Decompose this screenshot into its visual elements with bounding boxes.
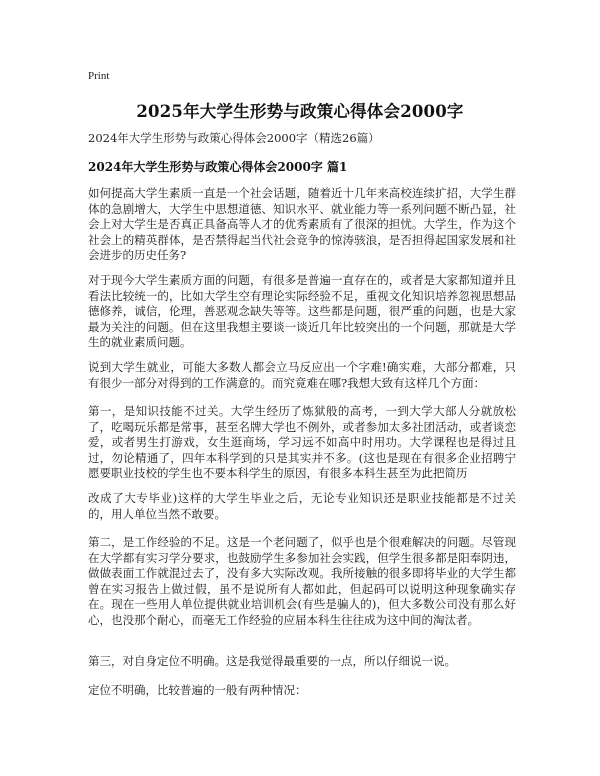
paragraph-positioning: 定位不明确，比较普遍的一般有两种情况： xyxy=(88,683,307,697)
paragraph-point-three: 第三，对自身定位不明确。这是我觉得最重要的一点，所以仔细说一说。 xyxy=(88,654,456,668)
section-heading: 2024年大学生形势与政策心得体会2000字 篇1 xyxy=(88,160,348,174)
paragraph-point-two: 第二，是工作经验的不足。这是一个老问题了，似乎也是个很难解决的问题。尽管现在大学都有实习学分要求，也鼓励学生多参加社会实践，但学生很多都是阳奉阴违，做做表面工作就混过去了，没有多大实际改观。我所接触的很多即将毕业的大学生都曾在实习报告上做过假，虽不是说所有人都如此，但起码可以说明这种现象确实存在。现在一些用人单位提供就业培训机会(有些是骗人的)，但大多数公司没有那么好心，也没那个耐心，而毫无工作经验的应届本科生往往成为这中间的淘汰者。 xyxy=(88,535,516,627)
print-label[interactable]: Print xyxy=(88,70,110,82)
paragraph-point-one-continued: 改成了大专毕业)这样的大学生毕业之后，无论专业知识还是职业技能都是不过关的，用人单位当然不敢要。 xyxy=(88,491,516,521)
page-title: 2025年大学生形势与政策心得体会2000字 xyxy=(136,102,464,121)
paragraph-point-one: 第一，是知识技能不过关。大学生经历了炼狱般的高考，一到大学大部人分就放松了，吃喝玩乐都是常事，甚至名牌大学也不例外，或者参加太多社团活动，或者谈恋爱，或者男生打游戏，女生逛商场，学习远不如高中时用功。大学课程也是得过且过，勿论精通了，四年本科学到的只是其实并不多。(这也是现在有很多企业招聘宁愿要职业技校的学生也不要本科学生的原因，有很多本科生甚至为此把简历 xyxy=(88,404,516,481)
paragraph-intro: 如何提高大学生素质一直是一个社会话题，随着近十几年来高校连续扩招，大学生群体的急剧增大，大学生中思想道德、知识水平、就业能力等一系列问题不断凸显，社会上对大学生是否真正具备高等人才的优秀素质有了很深的担忧。大学生，作为这个社会上的精英群体，是否禁得起当代社会竞争的惊涛骇浪，是否担得起国家发展和社会进步的历史任务? xyxy=(88,186,516,263)
paragraph-employment: 说到大学生就业，可能大多数人都会立马反应出一个字难!确实难，大部分都难，只有很少一部分对得到的工作满意的。而究竟难在哪?我想大致有这样几个方面： xyxy=(88,360,516,390)
document-subtitle: 2024年大学生形势与政策心得体会2000字（精选26篇） xyxy=(88,131,380,145)
paragraph-quality-issues: 对于现今大学生素质方面的问题，有很多是普遍一直存在的，或者是大家都知道并且看法比较统一的，比如大学生空有理论实际经验不足，重视文化知识培养忽视思想品德修养，诚信，伦理，善恶观念缺失等等。这些都是问题，很严重的问题，也是大家最为关注的问题。但在这里我想主要谈一谈近几年比较突出的一个问题，那就是大学生的就业素质问题。 xyxy=(88,273,516,350)
